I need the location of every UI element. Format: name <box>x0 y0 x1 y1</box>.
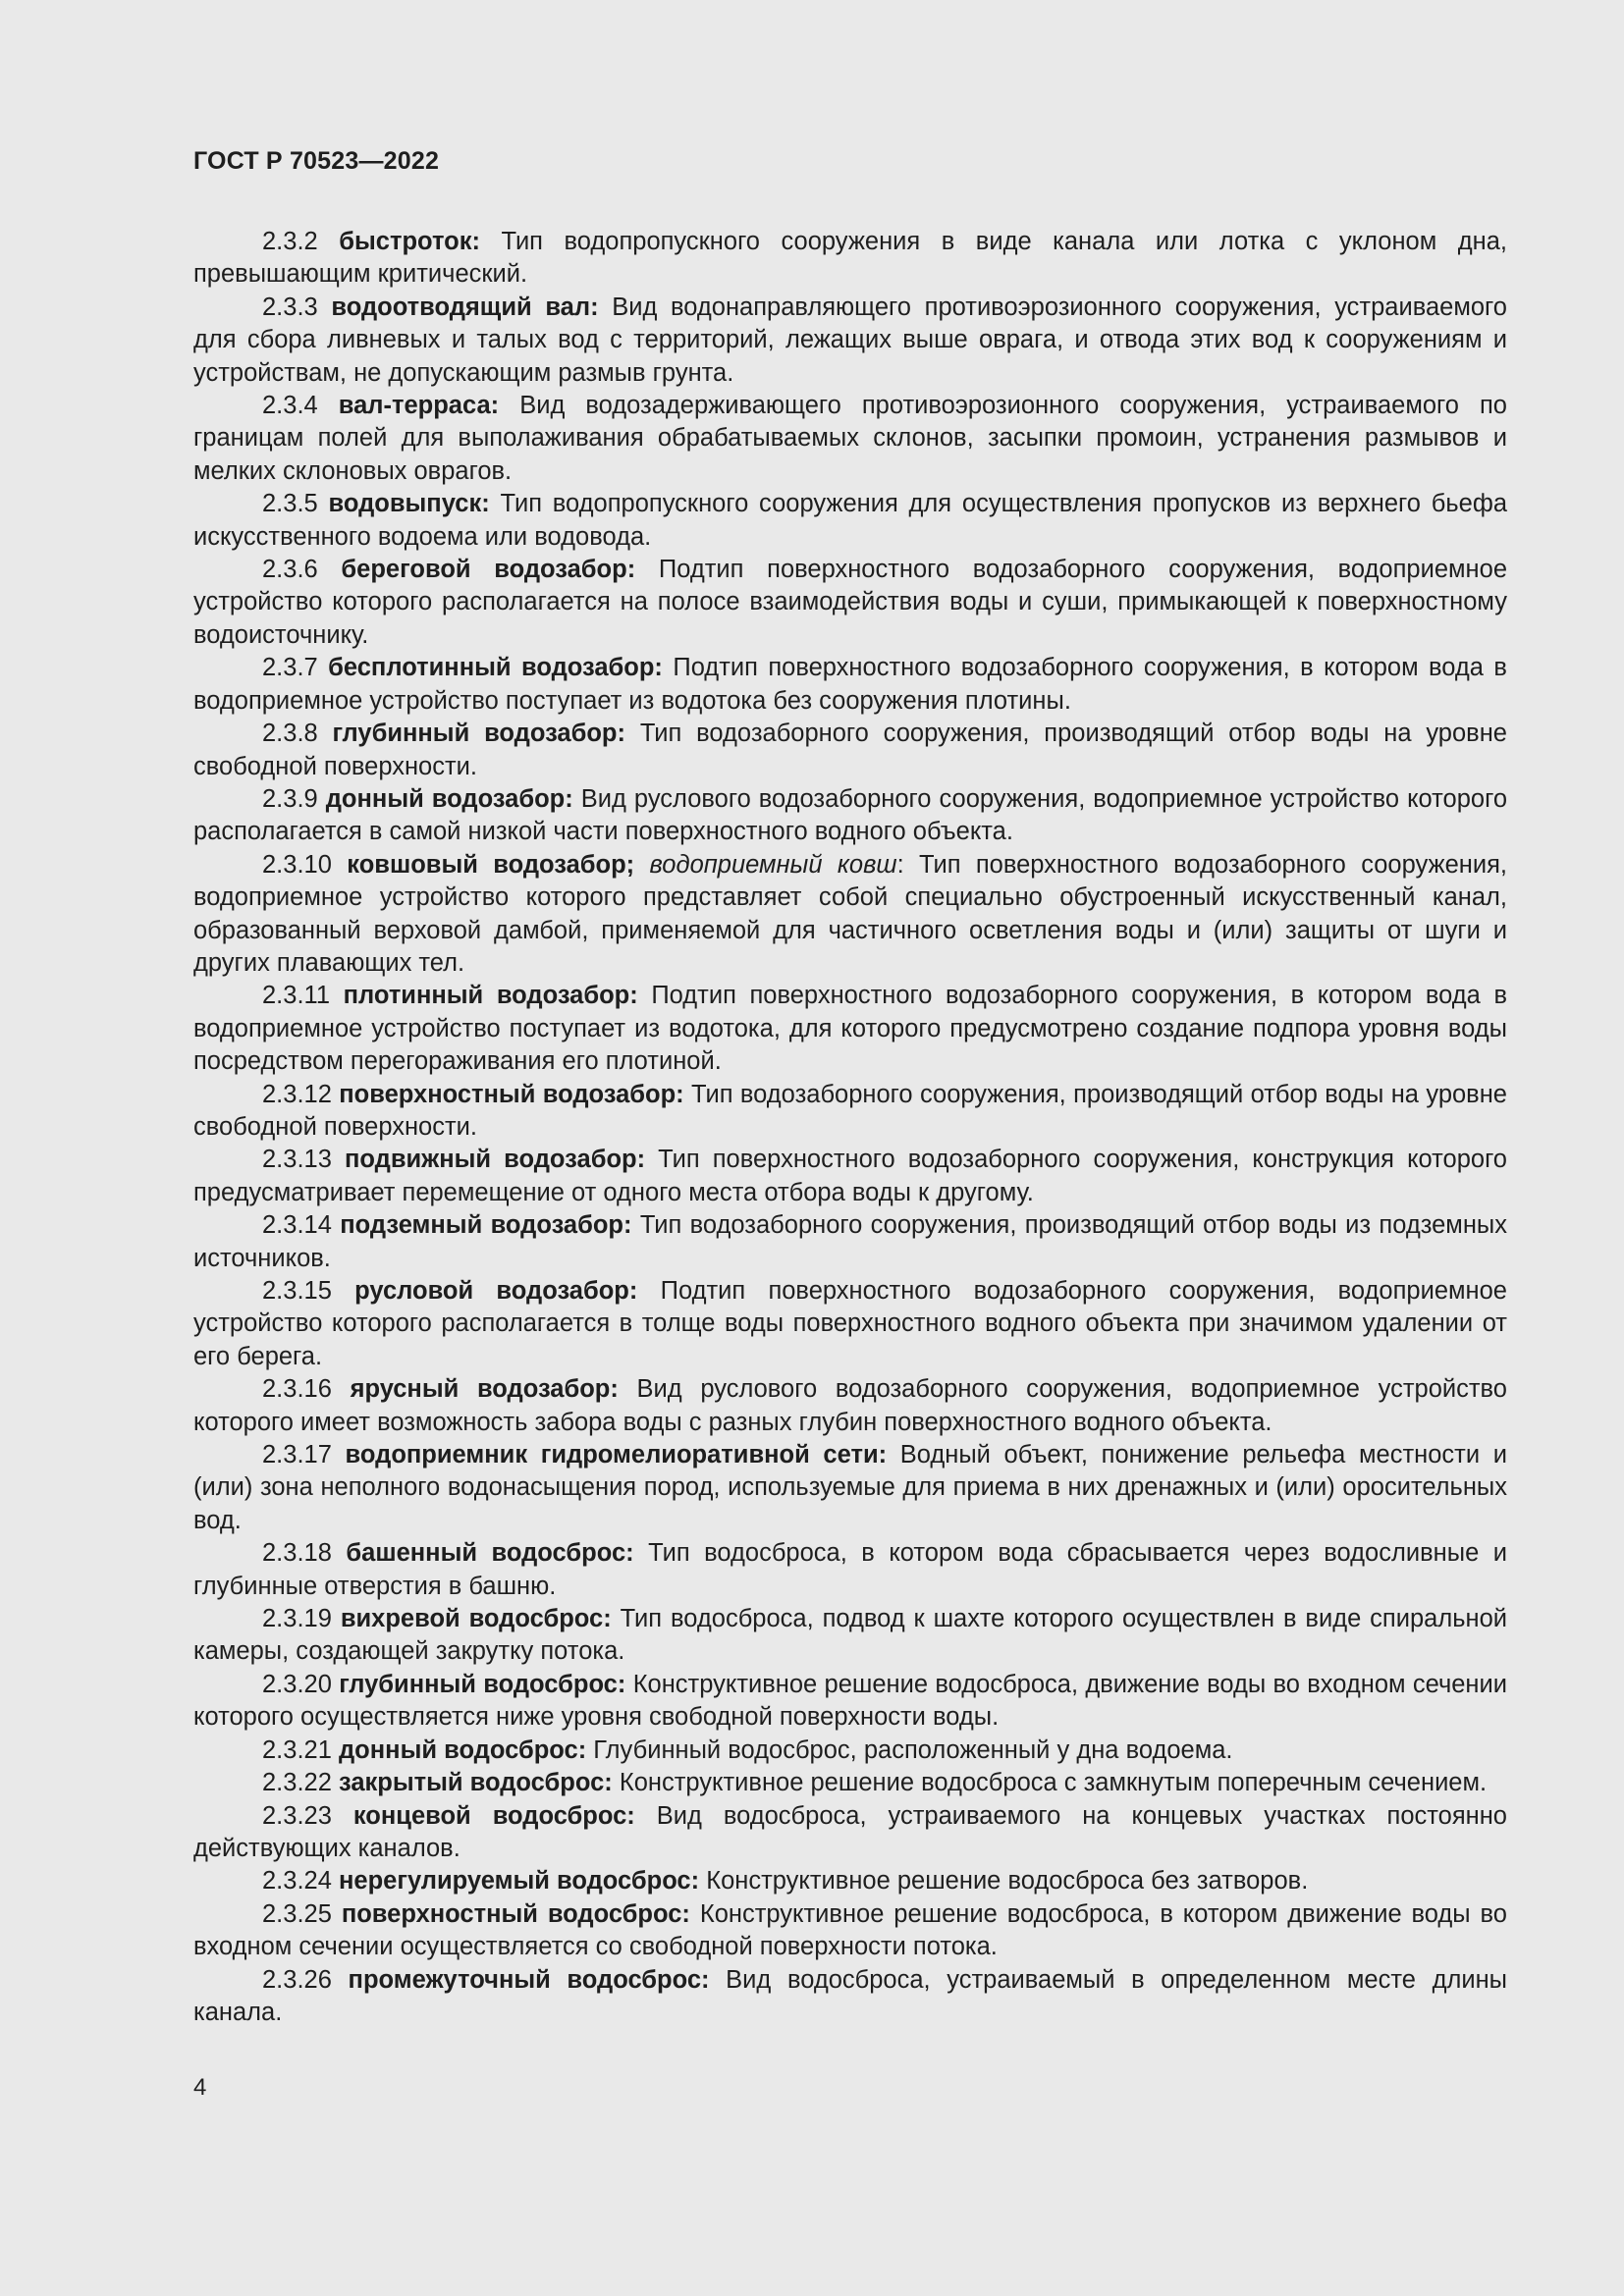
entry-number: 2.3.17 <box>262 1441 332 1469</box>
entry-term: промежуточный водосброс: <box>348 1965 710 1994</box>
entry-term: вихревой водосброс: <box>340 1605 612 1633</box>
entry-term: русловой водозабор: <box>354 1277 638 1305</box>
entry-term: концевой водосброс: <box>352 1801 635 1830</box>
entry-definition: Тип водозаборного сооружения, производящий отбор воды на уровне свободной поверхности. <box>193 720 1507 780</box>
entry-term: плотинный водозабор: <box>343 982 638 1010</box>
entry-definition: Конструктивное решение водосброса без затворов. <box>706 1867 1309 1896</box>
entry-number: 2.3.16 <box>262 1375 332 1404</box>
entry-term: закрытый водосброс: <box>339 1769 613 1797</box>
entry-term: ковшовый водозабор; <box>347 850 635 879</box>
entry-definition: Конструктивное решение водосброса, движение воды во входном сечении которого осуществляется ниже уровня свободной поверхности воды. <box>193 1670 1507 1732</box>
entry-term: донный водозабор: <box>325 784 573 813</box>
entry-term: водоприемник гидромелиоративной сети: <box>345 1441 888 1469</box>
entry-definition: Тип водосброса, в котором вода сбрасывается через водосливные и глубинные отверстия в башню. <box>193 1539 1507 1600</box>
definition-entry <box>193 1079 1507 1145</box>
entry-definition: Вид руслового водозаборного сооружения, водоприемное устройство которого имеет возможность забора воды с разных глубин поверхностного водного объекта. <box>193 1375 1507 1436</box>
definition-entry <box>193 1865 1507 1897</box>
entry-number: 2.3.6 <box>262 556 318 584</box>
definition-entry <box>193 226 1507 292</box>
definition-entry <box>193 554 1507 652</box>
entry-number: 2.3.26 <box>262 1965 332 1994</box>
entry-definition: Подтип поверхностного водозаборного сооружения, в котором вода в водоприемное устройство поступает из водотока без сооружения плотины. <box>193 654 1507 715</box>
definition-entry <box>193 390 1507 488</box>
entry-definition: Вид водозадерживающего противоэрозионного сооружения, устраиваемого по границам полей для выполаживания обрабатываемых склонов, засыпки промоин, устранения размывов и мелких склоновых оврагов. <box>193 392 1507 485</box>
entry-number: 2.3.23 <box>262 1801 332 1830</box>
entry-definition: Глубинный водосброс, расположенный у дна водоема. <box>593 1735 1233 1764</box>
entry-number: 2.3.13 <box>262 1146 332 1174</box>
definition-entry <box>193 1898 1507 1964</box>
entry-definition: Водный объект, понижение рельефа местности и (или) зона неполного водонасыщения пород, используемые для приема в них дренажных и (или) оросительных вод. <box>193 1441 1507 1534</box>
definition-entry <box>193 292 1507 390</box>
entry-term: донный водосброс: <box>339 1735 587 1764</box>
entry-definition: Вид водосброса, устраиваемый в определенном месте длины канала. <box>193 1965 1507 2026</box>
entry-term: поверхностный водозабор: <box>339 1080 684 1108</box>
definition-entry <box>193 1603 1507 1669</box>
entry-number: 2.3.24 <box>262 1867 332 1896</box>
entry-term: подземный водозабор: <box>340 1211 632 1240</box>
entry-number: 2.3.15 <box>262 1277 332 1305</box>
definition-entry <box>193 849 1507 981</box>
entry-number: 2.3.19 <box>262 1605 332 1633</box>
entry-definition: Конструктивное решение водосброса с замкнутым поперечным сечением. <box>619 1769 1488 1797</box>
entry-definition: Вид руслового водозаборного сооружения, водоприемное устройство которого располагается в самой низкой части поверхностного водного объекта. <box>193 784 1507 846</box>
definition-entry <box>193 783 1507 849</box>
entry-alt-term: водоприемный ковш <box>649 850 897 879</box>
entry-definition: Тип водопропускного сооружения для осуществления пропусков из верхнего бьефа искусственного водоема или водовода. <box>193 490 1507 551</box>
entry-number: 2.3.9 <box>262 784 318 813</box>
entry-term: глубинный водосброс: <box>339 1670 626 1698</box>
definition-entry <box>193 1144 1507 1209</box>
entry-term: поверхностный водосброс: <box>341 1899 690 1928</box>
entry-term: быстроток: <box>339 228 480 255</box>
entry-term: ярусный водозабор: <box>350 1375 619 1404</box>
entry-definition: Подтип поверхностного водозаборного сооружения, в котором вода в водоприемное устройство поступает из водотока, для которого предусмотрено создание подпора уровня воды посредством перегораживания его плотиной. <box>193 982 1507 1076</box>
entry-number: 2.3.2 <box>262 228 318 255</box>
definition-entry <box>193 1439 1507 1537</box>
entry-term: вал-терраса: <box>338 392 500 420</box>
entry-number: 2.3.20 <box>262 1670 332 1698</box>
entry-definition: Вид водонаправляющего противоэрозионного сооружения, устраиваемого для сбора ливневых и талых вод с территорий, лежащих выше оврага, и отвода этих вод к сооружениям и устройствам, не допускающим размыв грунта. <box>193 293 1507 387</box>
entry-definition: Подтип поверхностного водозаборного сооружения, водоприемное устройство которого располагается в толще воды поверхностного водного объекта при значимом удалении от его берега. <box>193 1277 1507 1370</box>
entry-term: нерегулируемый водосброс: <box>339 1867 700 1896</box>
definition-entry <box>193 1735 1507 1767</box>
entry-number: 2.3.14 <box>262 1211 332 1240</box>
entry-term: водоотводящий вал: <box>331 293 599 321</box>
definition-entry <box>193 1209 1507 1275</box>
entry-term: береговой водозабор: <box>341 556 636 584</box>
entry-number: 2.3.22 <box>262 1769 332 1797</box>
entry-definition: Тип водосброса, подвод к шахте которого осуществлен в виде спиральной камеры, создающей закрутку потока. <box>193 1605 1507 1666</box>
definition-entry <box>193 1800 1507 1866</box>
entry-term: бесплотинный водозабор: <box>328 654 663 682</box>
definition-entry <box>193 1373 1507 1439</box>
definition-entry <box>193 1537 1507 1603</box>
entry-term: башенный водосброс: <box>346 1539 634 1568</box>
entry-term: подвижный водозабор: <box>344 1146 646 1174</box>
entry-number: 2.3.12 <box>262 1080 332 1108</box>
entry-definition: Тип водопропускного сооружения в виде канала или лотка с уклоном дна, превышающим критический. <box>193 228 1508 289</box>
entry-number: 2.3.21 <box>262 1735 332 1764</box>
entry-number: 2.3.7 <box>262 654 318 682</box>
entry-definition: Подтип поверхностного водозаборного сооружения, водоприемное устройство которого располагается на полосе взаимодействия воды и суши, примыкающей к поверхностному водоисточнику. <box>193 556 1507 649</box>
definition-entry <box>193 980 1507 1078</box>
definition-entry <box>193 652 1507 718</box>
entry-number: 2.3.8 <box>262 720 318 748</box>
definition-entry <box>193 1669 1507 1735</box>
page-number: 4 <box>193 2074 207 2101</box>
entry-definition: Вид водосброса, устраиваемого на концевых участках постоянно действующих каналов. <box>193 1801 1507 1862</box>
definition-entry <box>193 488 1507 554</box>
definition-entry <box>193 1964 1507 2030</box>
entry-number: 2.3.25 <box>262 1899 332 1928</box>
entry-definition: Конструктивное решение водосброса, в котором движение воды во входном сечении осуществляется со свободной поверхности потока. <box>193 1899 1507 1961</box>
entry-number: 2.3.4 <box>262 392 318 420</box>
entry-term: водовыпуск: <box>328 490 490 518</box>
entry-definition: Тип поверхностного водозаборного сооружения, конструкция которого предусматривает перемещение от одного места отбора воды к другому. <box>193 1146 1507 1206</box>
entry-number: 2.3.5 <box>262 490 318 518</box>
entry-definition: Тип водозаборного сооружения, производящий отбор воды на уровне свободной поверхности. <box>193 1080 1507 1141</box>
entry-number: 2.3.10 <box>262 850 332 879</box>
entry-definition: : Тип поверхностного водозаборного сооружения, водоприемное устройство которого представляет собой специально обустроенный искусственный канал, образованный верховой дамбой, применяемой для частичного осветления воды и (или) защиты от шуги и других плавающих тел. <box>193 850 1507 977</box>
definition-entry <box>193 1275 1507 1373</box>
entry-definition: Тип водозаборного сооружения, производящий отбор воды из подземных источников. <box>193 1211 1507 1272</box>
document-header: ГОСТ Р 70523—2022 <box>193 147 440 175</box>
entry-number: 2.3.11 <box>262 982 331 1010</box>
entry-number: 2.3.18 <box>262 1539 332 1568</box>
definition-entry <box>193 1767 1507 1799</box>
definitions-list <box>193 226 1507 2029</box>
entry-number: 2.3.3 <box>262 293 318 321</box>
definition-entry <box>193 718 1507 783</box>
entry-term: глубинный водозабор: <box>332 720 626 748</box>
